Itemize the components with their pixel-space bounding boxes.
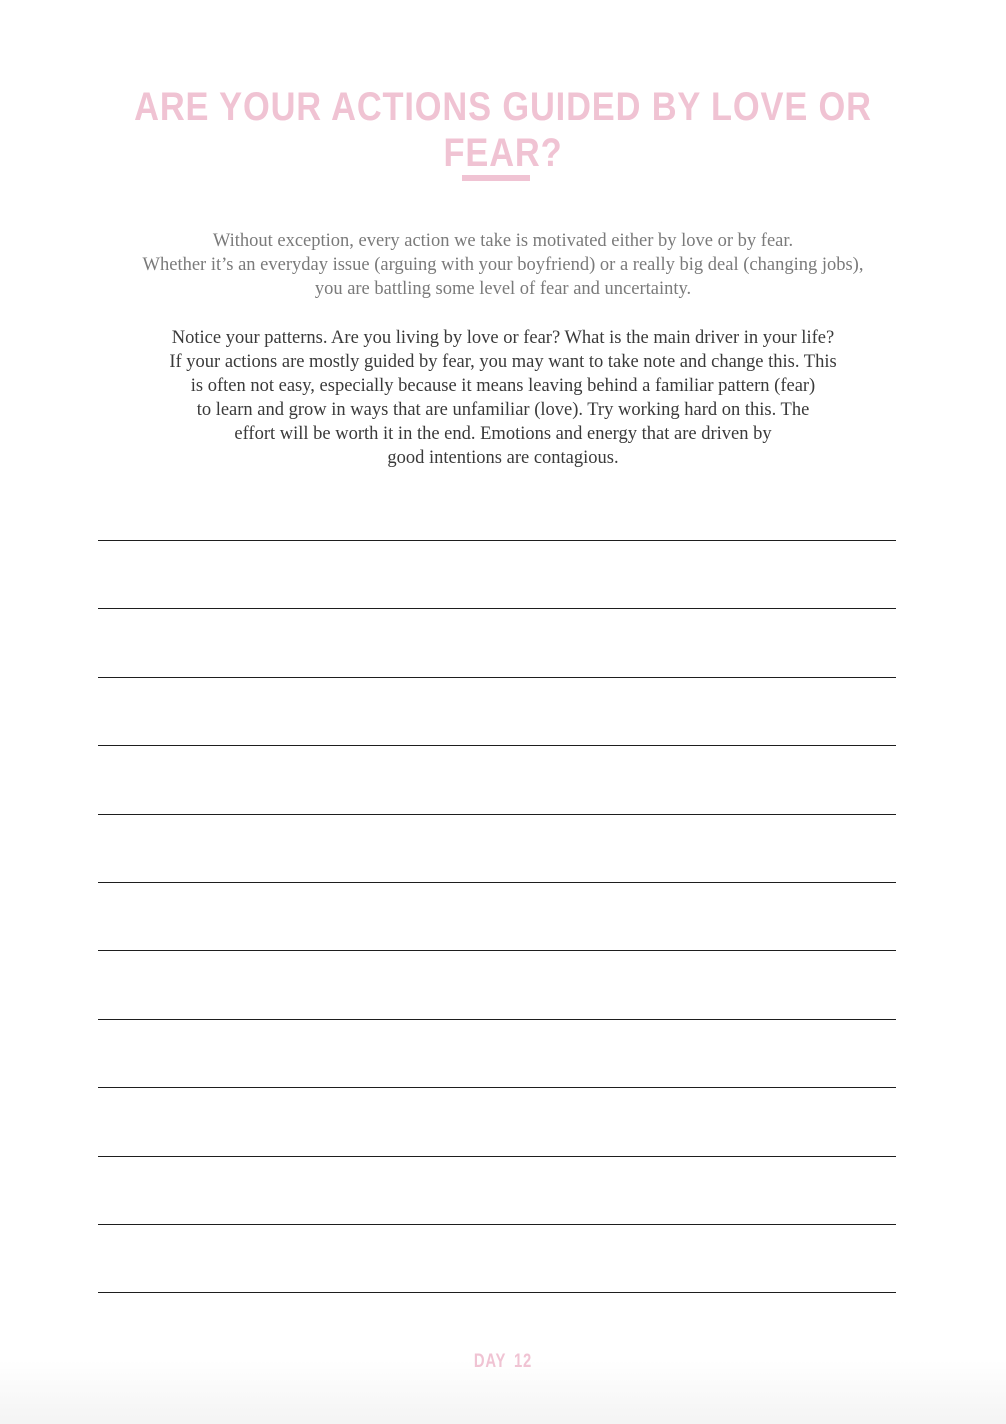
writing-line[interactable] <box>98 608 896 609</box>
page-title: ARE YOUR ACTIONS GUIDED BY LOVE OR FEAR? <box>134 85 872 175</box>
writing-line[interactable] <box>98 950 896 951</box>
intro-paragraph <box>80 229 926 301</box>
intro-line: Whether it’s an everyday issue (arguing with your boyfriend) or a really big deal (changing jobs), <box>142 255 864 275</box>
writing-line[interactable] <box>98 540 896 541</box>
writing-line[interactable] <box>98 1224 896 1225</box>
title-divider <box>462 175 530 181</box>
prompt-line: to learn and grow in ways that are unfamiliar (love). Try working hard on this. The <box>196 400 810 420</box>
prompt-paragraph <box>80 326 926 470</box>
writing-line[interactable] <box>98 677 896 678</box>
prompt-line: good intentions are contagious. <box>387 448 619 468</box>
writing-line[interactable] <box>98 1156 896 1157</box>
writing-line[interactable] <box>98 1292 896 1293</box>
day-footer <box>111 1351 896 1373</box>
intro-line: you are battling some level of fear and uncertainty. <box>314 279 692 299</box>
writing-line[interactable] <box>98 1087 896 1088</box>
writing-line[interactable] <box>98 882 896 883</box>
prompt-line: If your actions are mostly guided by fear, you may want to take note and change this. This <box>169 352 837 372</box>
writing-line[interactable] <box>98 745 896 746</box>
day-label: DAY <box>473 1351 507 1372</box>
prompt-line: Notice your patterns. Are you living by love or fear? What is the main driver in your life? <box>171 328 835 348</box>
prompt-line: is often not easy, especially because it means leaving behind a familiar pattern (fear) <box>190 376 816 396</box>
day-number: 12 <box>514 1351 533 1372</box>
prompt-line: effort will be worth it in the end. Emotions and energy that are driven by <box>234 424 772 444</box>
writing-line[interactable] <box>98 814 896 815</box>
intro-line: Without exception, every action we take is motivated either by love or by fear. <box>212 231 794 251</box>
writing-line[interactable] <box>98 1019 896 1020</box>
